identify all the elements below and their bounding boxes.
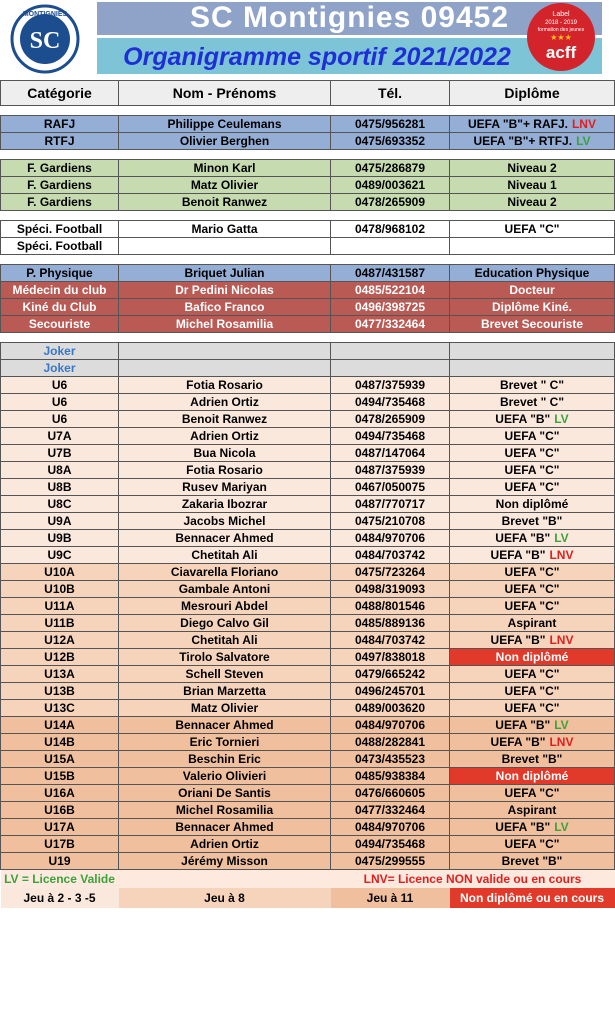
table-row: [1, 177, 615, 194]
category-cell: U14B: [1, 734, 119, 751]
page-subtitle: Organigramme sportif 2021/2022: [123, 43, 511, 71]
phone-cell: 0494/735468: [331, 836, 450, 853]
diploma-text: Non diplômé: [495, 650, 569, 664]
table-row: [1, 547, 615, 564]
diploma-text: Education Physique: [474, 266, 590, 280]
star-icons: ★★★: [550, 33, 572, 42]
diploma-text: Brevet " C": [499, 378, 565, 392]
category-cell: U15A: [1, 751, 119, 768]
phone-cell: [331, 343, 450, 360]
diploma-text: Aspirant: [507, 616, 557, 630]
phone-cell: 0484/970706: [331, 819, 450, 836]
phone-cell: 0489/003620: [331, 700, 450, 717]
spacer-cell: [1, 106, 615, 116]
phone-cell: 0475/693352: [331, 133, 450, 150]
diploma-cell: [450, 666, 615, 683]
license-status-badge: LV: [554, 412, 569, 426]
name-cell: Valerio Olivieri: [119, 768, 331, 785]
name-cell: Zakaria Ibozrar: [119, 496, 331, 513]
badge-line1: Label: [552, 11, 570, 18]
phone-cell: 0487/375939: [331, 377, 450, 394]
phone-cell: 0484/970706: [331, 717, 450, 734]
phone-cell: 0476/660605: [331, 785, 450, 802]
table-row: [1, 299, 615, 316]
table-row: [1, 282, 615, 299]
category-cell: U9A: [1, 513, 119, 530]
table-row: [1, 768, 615, 785]
category-cell: U15B: [1, 768, 119, 785]
diploma-text: UEFA "C": [504, 786, 560, 800]
name-cell: Bennacer Ahmed: [119, 717, 331, 734]
club-title: SC Montignies 09452: [189, 1, 510, 34]
joker-row: [1, 343, 615, 360]
name-cell: Diego Calvo Gil: [119, 615, 331, 632]
diploma-cell: [450, 160, 615, 177]
table-row: [1, 734, 615, 751]
table-row: [1, 479, 615, 496]
diploma-cell: [450, 299, 615, 316]
category-cell: U7A: [1, 428, 119, 445]
organigram-table: [0, 80, 615, 908]
diploma-text: UEFA "C": [504, 837, 560, 851]
category-cell: U6: [1, 377, 119, 394]
phone-cell: 0494/735468: [331, 394, 450, 411]
table-row: [1, 666, 615, 683]
diploma-text: UEFA "B": [495, 412, 551, 426]
name-cell: Philippe Ceulemans: [119, 116, 331, 133]
diploma-cell: [450, 265, 615, 282]
table-row: [1, 649, 615, 666]
phone-cell: 0487/375939: [331, 462, 450, 479]
phone-cell: 0487/431587: [331, 265, 450, 282]
diploma-text: UEFA "C": [504, 701, 560, 715]
phone-cell: 0487/770717: [331, 496, 450, 513]
table-row: [1, 394, 615, 411]
category-cell: U17B: [1, 836, 119, 853]
name-cell: Tirolo Salvatore: [119, 649, 331, 666]
category-cell: U16B: [1, 802, 119, 819]
name-cell: Matz Olivier: [119, 700, 331, 717]
table-row: [1, 785, 615, 802]
diploma-cell: [450, 221, 615, 238]
diploma-cell: [450, 598, 615, 615]
table-row: [1, 221, 615, 238]
phone-cell: 0484/970706: [331, 530, 450, 547]
table-row: [1, 411, 615, 428]
diploma-text: Non diplômé: [495, 497, 569, 511]
category-cell: RTFJ: [1, 133, 119, 150]
diploma-cell: [450, 836, 615, 853]
diploma-text: Niveau 2: [507, 161, 557, 175]
badge-brand: acff: [545, 43, 577, 62]
name-cell: Rusev Mariyan: [119, 479, 331, 496]
name-cell: Mesrouri Abdel: [119, 598, 331, 615]
diploma-cell: [450, 632, 615, 649]
name-cell: [119, 238, 331, 255]
diploma-text: Docteur: [509, 283, 555, 297]
license-status-badge: LNV: [571, 117, 596, 131]
phone-cell: 0484/703742: [331, 547, 450, 564]
table-row: [1, 377, 615, 394]
logo-letters: SC: [29, 28, 61, 54]
diploma-text: Niveau 1: [507, 178, 557, 192]
table-row: [1, 802, 615, 819]
diploma-text: UEFA "B": [490, 548, 546, 562]
legend-lv: LV = Licence Valide: [1, 870, 119, 889]
phone-cell: 0497/838018: [331, 649, 450, 666]
spacer-cell: [1, 150, 615, 160]
phone-cell: 0496/245701: [331, 683, 450, 700]
name-cell: Adrien Ortiz: [119, 394, 331, 411]
diploma-cell: [450, 581, 615, 598]
diploma-cell: [450, 717, 615, 734]
phone-cell: 0478/265909: [331, 411, 450, 428]
phone-cell: 0475/210708: [331, 513, 450, 530]
legend-age-row: [1, 888, 615, 908]
diploma-text: UEFA "B": [495, 718, 551, 732]
diploma-cell: [450, 462, 615, 479]
diploma-text: Diplôme Kiné.: [491, 300, 572, 314]
name-cell: Schell Steven: [119, 666, 331, 683]
diploma-cell: [450, 377, 615, 394]
spacer-row: [1, 106, 615, 116]
phone-cell: 0496/398725: [331, 299, 450, 316]
name-cell: Chetitah Ali: [119, 547, 331, 564]
name-cell: Bennacer Ahmed: [119, 819, 331, 836]
diploma-text: UEFA "C": [504, 463, 560, 477]
diploma-cell: [450, 394, 615, 411]
diploma-cell: [450, 238, 615, 255]
phone-cell: 0487/147064: [331, 445, 450, 462]
acff-label-badge: [526, 2, 596, 72]
phone-cell: 0475/723264: [331, 564, 450, 581]
diploma-text: Brevet "B": [501, 854, 563, 868]
diploma-cell: [450, 360, 615, 377]
diploma-text: UEFA "B"+ RTFJ.: [473, 134, 573, 148]
license-status-badge: LNV: [549, 548, 574, 562]
diploma-text: UEFA "C": [504, 582, 560, 596]
name-cell: Bafico Franco: [119, 299, 331, 316]
diploma-cell: [450, 411, 615, 428]
category-cell: U13A: [1, 666, 119, 683]
table-row: [1, 496, 615, 513]
diploma-text: Brevet "B": [501, 514, 563, 528]
name-cell: Fotia Rosario: [119, 377, 331, 394]
category-cell: Spéci. Football: [1, 221, 119, 238]
name-cell: Brian Marzetta: [119, 683, 331, 700]
category-cell: U6: [1, 394, 119, 411]
name-cell: Bennacer Ahmed: [119, 530, 331, 547]
phone-cell: 0475/956281: [331, 116, 450, 133]
legend-lnv: LNV= Licence NON valide ou en cours: [331, 870, 615, 889]
category-cell: Spéci. Football: [1, 238, 119, 255]
name-cell: Oriani De Santis: [119, 785, 331, 802]
table-row: [1, 717, 615, 734]
name-cell: [119, 343, 331, 360]
phone-cell: 0489/003621: [331, 177, 450, 194]
name-cell: Beschin Eric: [119, 751, 331, 768]
legend-row: [1, 870, 615, 889]
name-cell: Chetitah Ali: [119, 632, 331, 649]
phone-cell: 0484/703742: [331, 632, 450, 649]
diploma-cell: [450, 700, 615, 717]
table-row: [1, 530, 615, 547]
category-cell: U13C: [1, 700, 119, 717]
diploma-cell: [450, 316, 615, 333]
spacer-cell: [1, 211, 615, 221]
diploma-cell: [450, 133, 615, 150]
table-row: [1, 853, 615, 870]
table-header-row: [1, 81, 615, 106]
phone-cell: 0473/435523: [331, 751, 450, 768]
diploma-text: UEFA "B"+ RAFJ.: [468, 117, 568, 131]
license-status-badge: LNV: [549, 735, 574, 749]
category-cell: U6: [1, 411, 119, 428]
license-status-badge: LV: [554, 718, 569, 732]
table-row: [1, 615, 615, 632]
joker-row: [1, 360, 615, 377]
diploma-text: UEFA "B": [490, 633, 546, 647]
phone-cell: 0467/050075: [331, 479, 450, 496]
diploma-cell: [450, 853, 615, 870]
table-row: [1, 265, 615, 282]
diploma-text: UEFA "C": [504, 565, 560, 579]
name-cell: Jérémy Misson: [119, 853, 331, 870]
diploma-cell: [450, 751, 615, 768]
category-cell: Joker: [1, 343, 119, 360]
category-cell: U10A: [1, 564, 119, 581]
name-cell: Adrien Ortiz: [119, 836, 331, 853]
table-row: [1, 133, 615, 150]
table-row: [1, 194, 615, 211]
diploma-cell: [450, 547, 615, 564]
diploma-text: UEFA "B": [495, 531, 551, 545]
name-cell: Ciavarella Floriano: [119, 564, 331, 581]
table-row: [1, 428, 615, 445]
diploma-cell: [450, 445, 615, 462]
diploma-cell: [450, 802, 615, 819]
diploma-text: UEFA "C": [504, 429, 560, 443]
category-cell: U11B: [1, 615, 119, 632]
name-cell: Gambale Antoni: [119, 581, 331, 598]
name-cell: Minon Karl: [119, 160, 331, 177]
legend-age-large: Jeu à 11: [331, 888, 450, 908]
phone-cell: 0485/889136: [331, 615, 450, 632]
badge-line3: formation des jeunes: [537, 27, 585, 33]
table-row: [1, 160, 615, 177]
diploma-cell: [450, 282, 615, 299]
spacer-row: [1, 333, 615, 343]
table-row: [1, 598, 615, 615]
name-cell: [119, 360, 331, 377]
phone-cell: 0488/282841: [331, 734, 450, 751]
diploma-cell: [450, 496, 615, 513]
table-row: [1, 513, 615, 530]
diploma-cell: [450, 530, 615, 547]
table-row: [1, 316, 615, 333]
club-logo: [8, 4, 82, 74]
diploma-cell: [450, 116, 615, 133]
category-cell: U7B: [1, 445, 119, 462]
legend-spacer: [119, 870, 331, 889]
phone-cell: 0498/319093: [331, 581, 450, 598]
category-cell: Médecin du club: [1, 282, 119, 299]
legend-non-diplome: Non diplômé ou en cours: [450, 888, 615, 908]
category-cell: U9C: [1, 547, 119, 564]
spacer-row: [1, 255, 615, 265]
diploma-cell: [450, 615, 615, 632]
license-status-badge: LNV: [549, 633, 574, 647]
name-cell: Mario Gatta: [119, 221, 331, 238]
license-status-badge: LV: [554, 531, 569, 545]
phone-cell: 0477/332464: [331, 802, 450, 819]
license-status-badge: LV: [576, 134, 591, 148]
category-cell: U11A: [1, 598, 119, 615]
diploma-text: Niveau 2: [507, 195, 557, 209]
category-cell: U9B: [1, 530, 119, 547]
phone-cell: 0485/522104: [331, 282, 450, 299]
table-row: [1, 445, 615, 462]
name-cell: Dr Pedini Nicolas: [119, 282, 331, 299]
phone-cell: 0485/938384: [331, 768, 450, 785]
diploma-cell: [450, 194, 615, 211]
table-row: [1, 751, 615, 768]
diploma-cell: [450, 683, 615, 700]
diploma-text: UEFA "C": [504, 599, 560, 613]
diploma-text: UEFA "C": [504, 222, 560, 236]
name-cell: Fotia Rosario: [119, 462, 331, 479]
diploma-text: UEFA "B": [490, 735, 546, 749]
header: [0, 0, 615, 80]
phone-cell: 0475/299555: [331, 853, 450, 870]
phone-cell: [331, 238, 450, 255]
badge-line2: 2018 - 2019: [544, 20, 578, 26]
diploma-cell: [450, 785, 615, 802]
phone-cell: 0475/286879: [331, 160, 450, 177]
diploma-cell: [450, 564, 615, 581]
phone-cell: 0494/735468: [331, 428, 450, 445]
name-cell: Matz Olivier: [119, 177, 331, 194]
category-cell: U12B: [1, 649, 119, 666]
category-cell: U12A: [1, 632, 119, 649]
logo-text: MONTIGNIES: [22, 11, 68, 18]
legend-age-mid: Jeu à 8: [119, 888, 331, 908]
category-cell: U8B: [1, 479, 119, 496]
spacer-row: [1, 211, 615, 221]
category-cell: F. Gardiens: [1, 160, 119, 177]
phone-cell: 0479/665242: [331, 666, 450, 683]
diploma-text: UEFA "C": [504, 480, 560, 494]
diploma-text: Brevet Secouriste: [480, 317, 584, 331]
name-cell: Jacobs Michel: [119, 513, 331, 530]
diploma-cell: [450, 649, 615, 666]
phone-cell: 0478/968102: [331, 221, 450, 238]
table-row: [1, 564, 615, 581]
name-cell: Briquet Julian: [119, 265, 331, 282]
category-cell: Joker: [1, 360, 119, 377]
diploma-cell: [450, 479, 615, 496]
category-cell: RAFJ: [1, 116, 119, 133]
phone-cell: 0477/332464: [331, 316, 450, 333]
diploma-cell: [450, 428, 615, 445]
table-row: [1, 819, 615, 836]
spacer-cell: [1, 333, 615, 343]
category-cell: U8C: [1, 496, 119, 513]
name-cell: Benoit Ranwez: [119, 411, 331, 428]
phone-cell: 0488/801546: [331, 598, 450, 615]
category-cell: U14A: [1, 717, 119, 734]
table-row: [1, 632, 615, 649]
category-cell: F. Gardiens: [1, 177, 119, 194]
spacer-row: [1, 150, 615, 160]
diploma-cell: [450, 734, 615, 751]
diploma-text: Brevet " C": [499, 395, 565, 409]
diploma-text: Non diplômé: [495, 769, 569, 783]
name-cell: Michel Rosamilia: [119, 316, 331, 333]
table-row: [1, 116, 615, 133]
phone-cell: [331, 360, 450, 377]
name-cell: Benoit Ranwez: [119, 194, 331, 211]
table-row: [1, 462, 615, 479]
diploma-text: UEFA "C": [504, 667, 560, 681]
diploma-text: UEFA "B": [495, 820, 551, 834]
diploma-text: UEFA "C": [504, 684, 560, 698]
category-cell: Kiné du Club: [1, 299, 119, 316]
license-status-badge: LV: [554, 820, 569, 834]
table-row: [1, 238, 615, 255]
table-row: [1, 700, 615, 717]
name-cell: Adrien Ortiz: [119, 428, 331, 445]
name-cell: Bua Nicola: [119, 445, 331, 462]
category-cell: U8A: [1, 462, 119, 479]
legend-age-small: Jeu à 2 - 3 -5: [1, 888, 119, 908]
category-cell: Secouriste: [1, 316, 119, 333]
name-cell: Eric Tornieri: [119, 734, 331, 751]
spacer-cell: [1, 255, 615, 265]
diploma-cell: [450, 513, 615, 530]
category-cell: U19: [1, 853, 119, 870]
diploma-cell: [450, 343, 615, 360]
table-row: [1, 581, 615, 598]
diploma-header: Diplôme: [450, 81, 615, 106]
diploma-cell: [450, 819, 615, 836]
table-row: [1, 836, 615, 853]
category-header: Catégorie: [1, 81, 119, 106]
category-cell: U10B: [1, 581, 119, 598]
diploma-text: Brevet "B": [501, 752, 563, 766]
category-cell: U16A: [1, 785, 119, 802]
name-header: Nom - Prénoms: [119, 81, 331, 106]
diploma-cell: [450, 768, 615, 785]
category-cell: P. Physique: [1, 265, 119, 282]
category-cell: U13B: [1, 683, 119, 700]
name-cell: Olivier Berghen: [119, 133, 331, 150]
category-cell: F. Gardiens: [1, 194, 119, 211]
phone-cell: 0478/265909: [331, 194, 450, 211]
name-cell: Michel Rosamilia: [119, 802, 331, 819]
table-row: [1, 683, 615, 700]
diploma-cell: [450, 177, 615, 194]
diploma-text: UEFA "C": [504, 446, 560, 460]
phone-header: Tél.: [331, 81, 450, 106]
category-cell: U17A: [1, 819, 119, 836]
diploma-text: Aspirant: [507, 803, 557, 817]
